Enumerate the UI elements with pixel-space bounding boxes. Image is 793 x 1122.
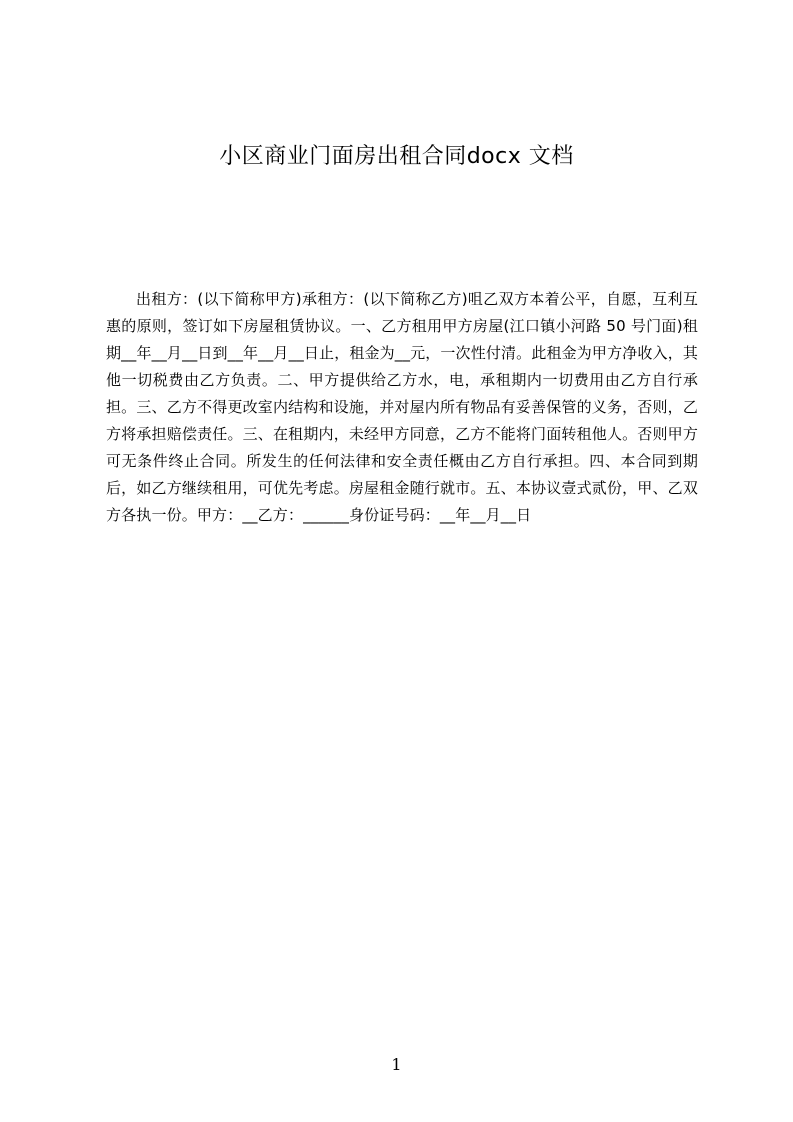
page-number: 1 <box>391 1055 402 1074</box>
document-title: 小区商业门面房出租合同docx 文档 <box>219 144 574 169</box>
contract-body-paragraph: 出租方：(以下简称甲方)承租方：(以下简称乙方)咀乙双方本着公平，自愿，互利互惠的原则，签订如下房屋租赁协议。一、乙方租用甲方房屋(江口镇小河路 50 号门面)租期__年__月__日到__年__月__日止，租金为__元，一次性付清。此租金为甲方净收入，其他一切税费由乙方负责。二、甲方提供给乙方水，电，承租期内一切费用由乙方自行承担。三、乙方不得更改室内结构和设施，并对屋内所有物品有妥善保管的义务，否则，乙方将承担赔偿责任。三、在租期内，未经甲方同意，乙方不能将门面转租他人。否则甲方可无条件终止合同。所发生的任何法律和安全责任概由乙方自行承担。四、本合同到期后，如乙方继续租用，可优先考虑。房屋租金随行就市。五、本协议壹式贰份，甲、乙双方各执一份。甲方：__乙方：______身份证号码：__年__月__日 <box>106 290 698 524</box>
